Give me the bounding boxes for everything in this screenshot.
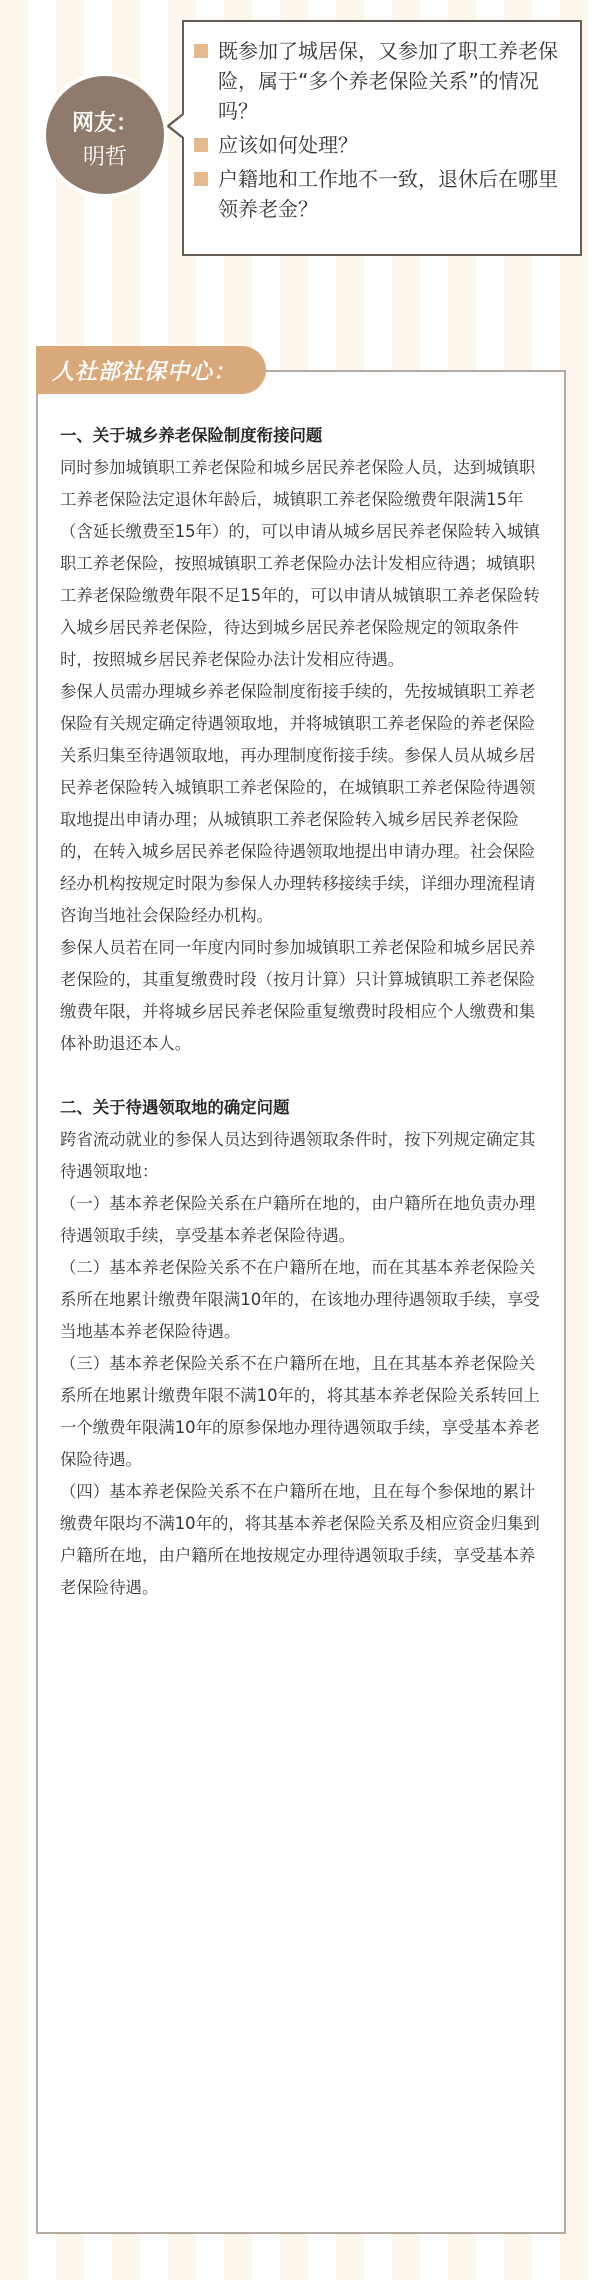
paragraph: 参保人员需办理城乡养老保险制度衔接手续的，先按城镇职工养老保险有关规定确定待遇领取地，并将城镇职工养老保险的养老保险关系归集至待遇领取地，再办理制度衔接手续。参保人员从城乡居民养老保险转入城镇职工养老保险的，在城镇职工养老保险待遇领取地提出申请办理；从城镇职工养老保险转入城乡居民养老保险的，在转入城乡居民养老保险待遇领取地提出申请办理。社会保险经办机构按规定时限为参保人办理转移接续手续，详细办理流程请咨询当地社会保险经办机构。 (60, 682, 536, 925)
speech-pointer-inner (170, 114, 185, 138)
paragraph: 跨省流动就业的参保人员达到待遇领取条件时，按下列规定确定其待遇领取地： (60, 1130, 536, 1181)
avatar (46, 76, 164, 194)
section-spacer (60, 1060, 540, 1092)
paragraph: （三）基本养老保险关系不在户籍所在地，且在其基本养老保险关系所在地累计缴费年限不满10年的，将其基本养老保险关系转回上一个缴费年限满10年的原参保地办理待遇领取手续，享受基本养老保险待遇。 (60, 1354, 540, 1469)
avatar-label-line2: 明哲 (82, 145, 127, 170)
question-text: 应该如何处理？ (218, 133, 358, 157)
paragraph: （二）基本养老保险关系不在户籍所在地，而在其基本养老保险关系所在地累计缴费年限满10年的，在该地办理待遇领取手续，享受当地基本养老保险待遇。 (60, 1258, 540, 1341)
paragraph: （一）基本养老保险关系在户籍所在地的，由户籍所在地负责办理待遇领取手续，享受基本养老保险待遇。 (60, 1194, 536, 1245)
answer-content (60, 420, 540, 1604)
question-item (194, 164, 570, 224)
question-text: 户籍地和工作地不一致，退休后在哪里领养老金？ (218, 167, 558, 221)
question-item (194, 36, 570, 126)
square-bullet-icon (194, 138, 208, 152)
answer-source-banner (36, 346, 266, 394)
question-text: 既参加了城居保，又参加了职工养老保险，属于“多个养老保险关系”的情况吗？ (218, 39, 558, 123)
question-item (194, 130, 570, 160)
question-bubble (182, 20, 582, 256)
banner-label: 人社部社保中心： (52, 360, 237, 385)
avatar-label-line1: 网友： (71, 111, 138, 136)
section-heading: 一、关于城乡养老保险制度衔接问题 (60, 426, 323, 445)
question-list (184, 22, 580, 224)
paragraph: 同时参加城镇职工养老保险和城乡居民养老保险人员，达到城镇职工养老保险法定退休年龄后，城镇职工养老保险缴费年限满15年（含延长缴费至15年）的，可以申请从城乡居民养老保险转入城镇职工养老保险，按照城镇职工养老保险办法计发相应待遇；城镇职工养老保险缴费年限不足15年的，可以申请从城镇职工养老保险转入城乡居民养老保险，待达到城乡居民养老保险规定的领取条件时，按照城乡居民养老保险办法计发相应待遇。 (60, 458, 540, 669)
paragraph: （四）基本养老保险关系不在户籍所在地，且在每个参保地的累计缴费年限均不满10年的，将其基本养老保险关系及相应资金归集到户籍所在地，由户籍所在地按规定办理待遇领取手续，享受基本养老保险待遇。 (60, 1482, 540, 1597)
square-bullet-icon (194, 172, 208, 186)
section-heading: 二、关于待遇领取地的确定问题 (60, 1098, 290, 1117)
square-bullet-icon (194, 44, 208, 58)
question-section (0, 0, 600, 300)
paragraph: 参保人员若在同一年度内同时参加城镇职工养老保险和城乡居民养老保险的，其重复缴费时段（按月计算）只计算城镇职工养老保险缴费年限，并将城乡居民养老保险重复缴费时段相应个人缴费和集体补助退还本人。 (60, 938, 536, 1053)
